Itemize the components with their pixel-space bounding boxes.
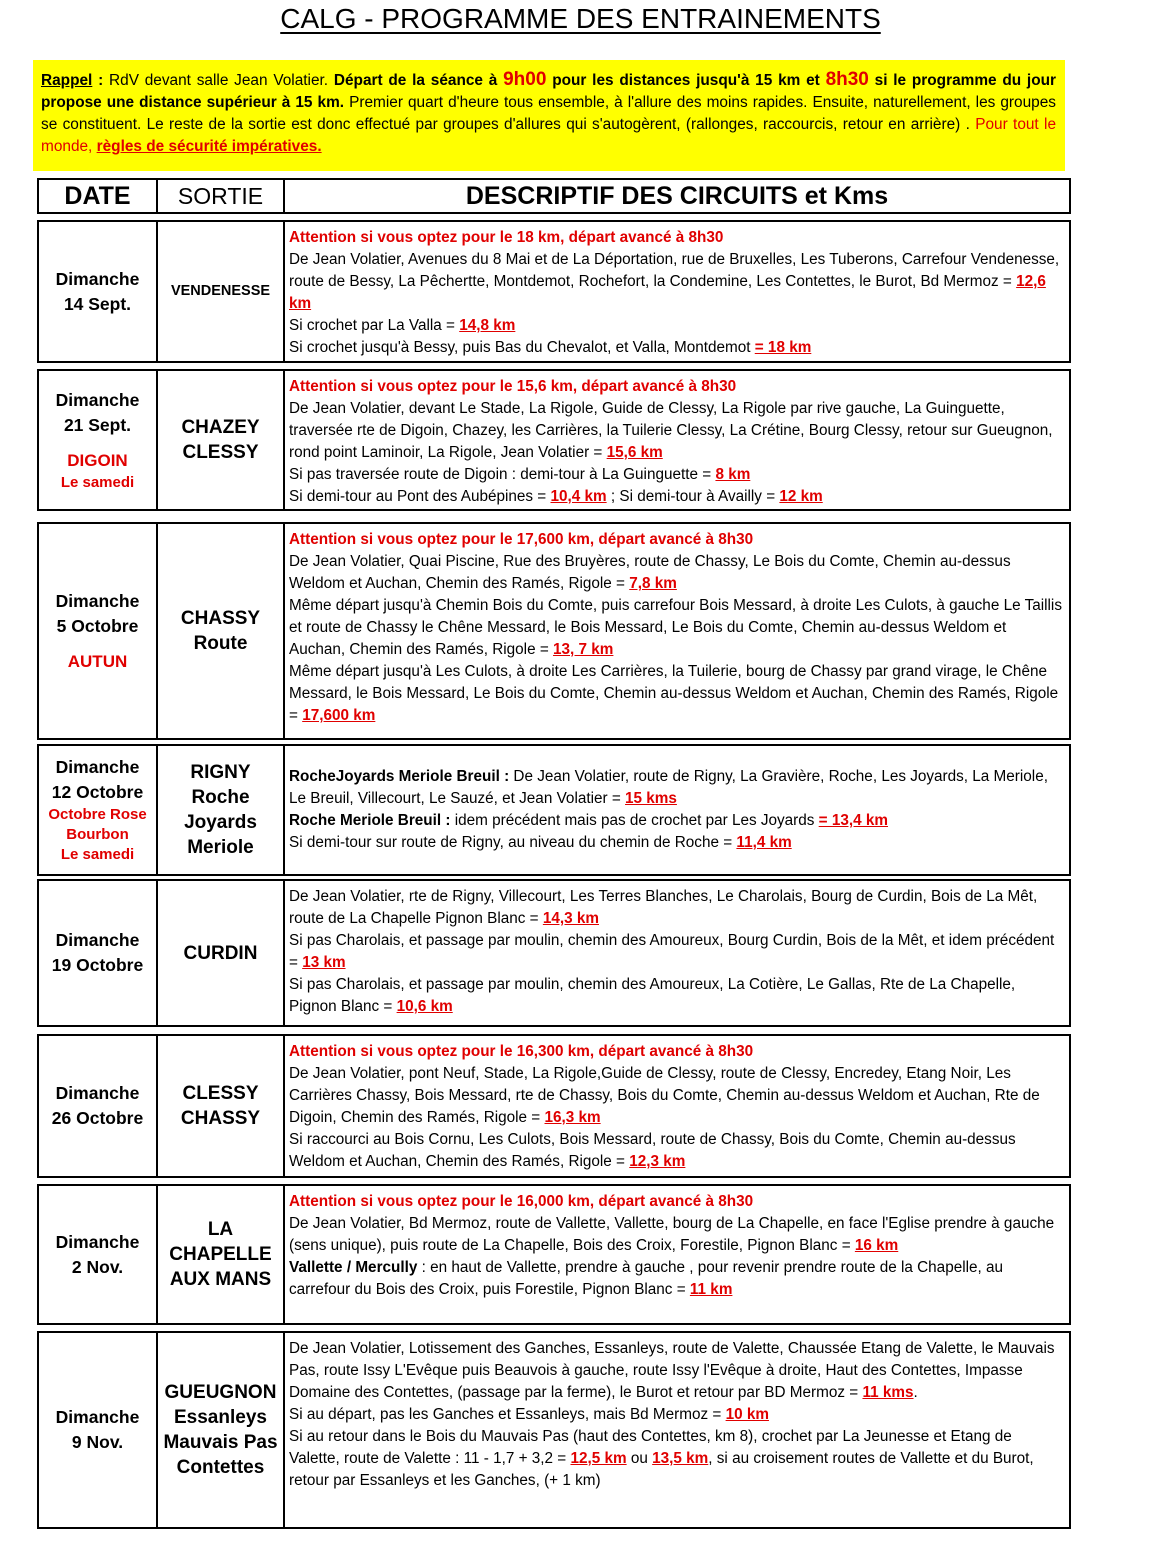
date-cell: Dimanche 21 Sept. DIGOIN Le samedi [39, 371, 158, 509]
table-row [37, 1184, 1071, 1325]
table-header [37, 178, 1071, 214]
safety-rules: règles de sécurité impératives. [96, 138, 322, 155]
table-row [37, 744, 1071, 876]
table-row [37, 220, 1071, 363]
start-time-9h: 9h00 [503, 69, 547, 90]
sortie-cell: VENDENESSE [158, 222, 285, 361]
header-sortie: SORTIE [158, 180, 285, 212]
sortie-cell: GUEUGNON Essanleys Mauvais Pas Contettes [158, 1333, 285, 1527]
date-cell: Dimanche 5 Octobre AUTUN [39, 524, 158, 738]
sortie-cell: CHASSY Route [158, 524, 285, 738]
date-cell: Dimanche 2 Nov. [39, 1186, 158, 1323]
date-cell: Dimanche 26 Octobre [39, 1036, 158, 1176]
description-cell: Attention si vous optez pour le 16,000 km, départ avancé à 8h30 De Jean Volatier, Bd Mermoz, route de Vallette, Vallette, bourg de La Chapelle, en face l'Eglise prendre à gauche (sens unique), puis route de La Chapelle, Bois des Croix, Forestile, Pignon Blanc = 16 km Vallette / Mercully : en haut de Vallette, prendre à gauche , pour revenir prendre route de la Chapelle, au carrefour du Bois des Croix, puis Forestile, Pignon Blanc = 11 km [289, 1193, 1055, 1298]
description-cell: De Jean Volatier, Lotissement des Ganches, Essanleys, route de Valette, Chaussée Etang de Valette, le Mauvais Pas, route Issy L'Evêque puis Beauvois à gauche, route Issy l'Evêque à droite, Haut des Contettes, Impasse Domaine des Contettes, (passage par la ferme), le Burot et retour par BD Mermoz = 11 kms. Si au départ, pas les Ganches et Essanleys, mais Bd Mermoz = 10 km Si au retour dans le Bois du Mauvais Pas (haut des Contettes, km 8), crochet par La Jeunesse et Etang de Valette, route de Valette : 11 - 1,7 + 3,2 = 12,5 km ou 13,5 km, si au croisement routes de Vallette et du Burot, retour par Essanleys et les Ganches, (+ 1 km) [289, 1340, 1055, 1489]
date-cell: Dimanche 12 Octobre Octobre Rose Bourbon Le samedi [39, 746, 158, 874]
page-title: CALG - PROGRAMME DES ENTRAINEMENTS [280, 3, 881, 34]
description-cell: Attention si vous optez pour le 15,6 km, départ avancé à 8h30 De Jean Volatier, devant Le Stade, La Rigole, Guide de Clessy, La Rigole par rive gauche, La Guinguette, traversée rte de Digoin, Chazey, les Carrières, la Tuilerie Clessy, La Crétine, Bourg Clessy, retour sur Gueugnon, rond point Laminoir, La Rigole, Jean Volatier = 15,6 km Si pas traversée route de Digoin : demi-tour à La Guinguette = 8 km Si demi-tour au Pont des Aubépines = 10,4 km ; Si demi-tour à Availly = 12 km [289, 378, 1053, 505]
table-row [37, 1331, 1071, 1529]
date-cell: Dimanche 19 Octobre [39, 881, 158, 1025]
description-cell: De Jean Volatier, rte de Rigny, Villecourt, Les Terres Blanches, Le Charolais, Bourg de Curdin, Bois de La Mêt, route de La Chapelle Pignon Blanc = 14,3 km Si pas Charolais, et passage par moulin, chemin des Amoureux, Bourg Curdin, Bois de la Mêt, et idem précédent = 13 km Si pas Charolais, et passage par moulin, chemin des Amoureux, La Cotière, Le Gallas, Rte de La Chapelle, Pignon Blanc = 10,6 km [289, 888, 1055, 1015]
table-row [37, 879, 1071, 1027]
sortie-cell: LA CHAPELLE AUX MANS [158, 1186, 285, 1323]
date-cell: Dimanche 9 Nov. [39, 1333, 158, 1527]
description-cell: Attention si vous optez pour le 16,300 km, départ avancé à 8h30 De Jean Volatier, pont Neuf, Stade, La Rigole,Guide de Clessy, route de Clessy, Encredey, Etang Noir, Les Carrières Chassy, Bois Messard, rte de Chassy, Bois du Comte, Chemin au-dessus Weldom et Auchan, Rte de Digoin, Chemin des Ramés, Rigole = 16,3 km Si raccourci au Bois Cornu, Les Culots, Bois Messard, route de Chassy, Bois du Comte, Chemin au-dessus Weldom et Auchan, Chemin des Ramés, Rigole = 12,3 km [289, 1043, 1040, 1170]
description-cell: RocheJoyards Meriole Breuil : De Jean Volatier, route de Rigny, La Gravière, Roche, Les Joyards, La Meriole, Le Breuil, Villecourt, Le Sauzé, et Jean Volatier = 15 kms Roche Meriole Breuil : idem précédent mais pas de crochet par Les Joyards = 13,4 km Si demi-tour sur route de Rigny, au niveau du chemin de Roche = 11,4 km [289, 768, 1048, 851]
description-cell: Attention si vous optez pour le 18 km, départ avancé à 8h30 De Jean Volatier, Avenues du 8 Mai et de La Déportation, rue de Bruxelles, Les Tuberons, Carrefour Vendenesse, route de Bessy, La Pêchertte, Montdemot, Rochefort, la Condemine, Les Contettes, le Burot, Bd Mermoz = 12,6 km Si crochet par La Valla = 14,8 km Si crochet jusqu'à Bessy, puis Bas du Chevalot, et Valla, Montdemot = 18 km [289, 229, 1060, 356]
sortie-cell: CURDIN [158, 881, 285, 1025]
table-row [37, 1034, 1071, 1178]
sortie-cell: RIGNY Roche Joyards Meriole [158, 746, 285, 874]
header-date: DATE [39, 180, 158, 212]
table-row [37, 522, 1071, 740]
start-time-8h30: 8h30 [825, 69, 869, 90]
sortie-cell: CLESSY CHASSY [158, 1036, 285, 1176]
reminder-box: Rappel : RdV devant salle Jean Volatier. Départ de la séance à 9h00 pour les distances jusqu'à 15 km et 8h30 si le programme du jour propose une distance supérieur à 15 km. Premier quart d'heure tous ensemble, à l'allure des moins rapides. Ensuite, naturellement, les groupes se constituent. Le reste de la sortie est donc effectué par groupes d'allures qui s'autogèrent, (rallonges, raccourcis, retour en arrière) . Pour tout le monde, règles de sécurité impératives. [33, 60, 1065, 171]
description-cell: Attention si vous optez pour le 17,600 km, départ avancé à 8h30 De Jean Volatier, Quai Piscine, Rue des Bruyères, route de Chassy, Le Bois du Comte, Chemin au-dessus Weldom et Auchan, Chemin des Ramés, Rigole = 7,8 km Même départ jusqu'à Chemin Bois du Comte, puis carrefour Bois Messard, à droite Les Culots, à gauche Le Taillis et route de Chassy le Chêne Messard, le Bois Messard, Le Bois du Comte, Chemin au-dessus Weldom et Auchan, Chemin des Ramés, Rigole = 13, 7 km Même départ jusqu'à Les Culots, à droite Les Carrières, la Tuilerie, bourg de Chassy par grand virage, le Chêne Messard, le Bois Messard, Le Bois du Comte, Chemin au-dessus Weldom et Auchan, Chemin des Ramés, Rigole = 17,600 km [289, 531, 1062, 724]
reminder-label: Rappel [41, 72, 93, 89]
header-descriptif: DESCRIPTIF DES CIRCUITS et Kms [465, 181, 889, 210]
table-row [37, 369, 1071, 511]
date-cell: Dimanche 14 Sept. [39, 222, 158, 361]
sortie-cell: CHAZEY CLESSY [158, 371, 285, 509]
